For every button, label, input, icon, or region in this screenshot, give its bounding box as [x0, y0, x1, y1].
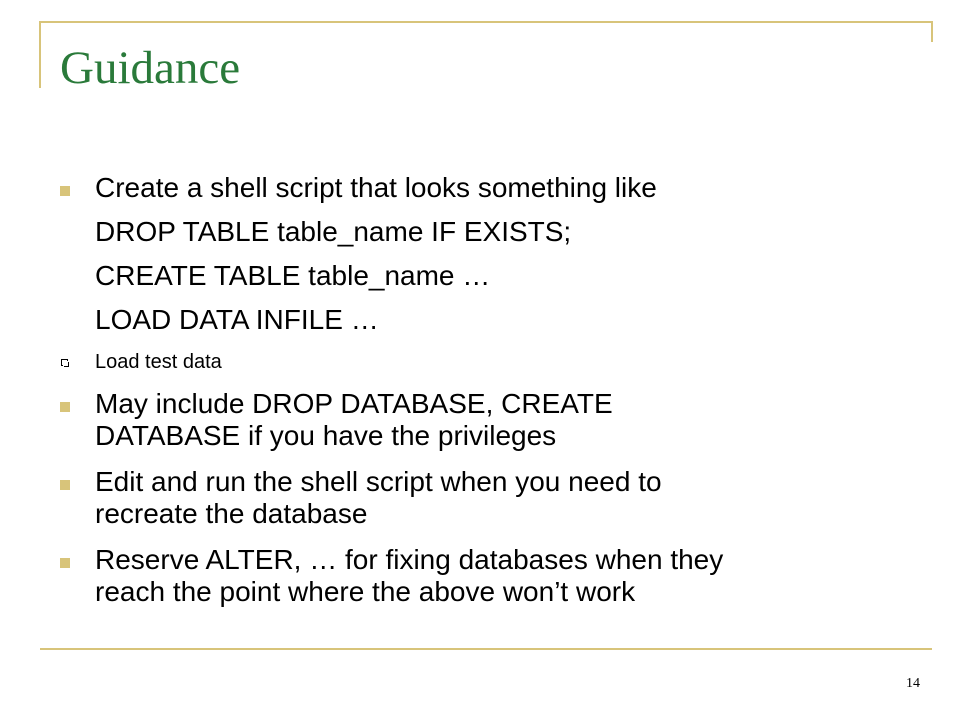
bullet-text-line: DATABASE if you have the privileges [95, 420, 557, 451]
frame-top-line [40, 21, 932, 23]
bullet-text-line: Create a shell script that looks something like [95, 172, 657, 203]
bullet-text-line: DROP TABLE table_name IF EXISTS; [95, 216, 572, 247]
bullet-item-drop-database [60, 388, 920, 452]
bullet-item-edit-run [60, 466, 920, 530]
bullet-item-shell-script [60, 172, 920, 336]
square-bullet-icon [60, 402, 70, 412]
bullet-text-line: LOAD DATA INFILE … [95, 304, 379, 335]
frame-bottom-line [40, 648, 932, 650]
square-bullet-icon [60, 186, 70, 196]
bullet-text-line: Reserve ALTER, … for fixing databases when they [95, 544, 724, 575]
sub-bullet-text: Load test data [95, 351, 222, 373]
frame-left-line [39, 21, 41, 88]
slide-content [60, 172, 920, 608]
bullet-item-reserve-alter [60, 544, 920, 608]
square-bullet-icon [60, 480, 70, 490]
square-bullet-icon [60, 558, 70, 568]
frame-right-line [931, 21, 933, 42]
slide-title: Guidance [60, 42, 241, 94]
bullet-text-line: reach the point where the above won’t work [95, 576, 636, 607]
sub-bullet-item [60, 350, 920, 374]
hollow-square-bullet-icon [61, 359, 68, 366]
bullet-text-line: recreate the database [95, 498, 368, 529]
bullet-text-line: Edit and run the shell script when you need to [95, 466, 662, 497]
page-number: 14 [906, 676, 920, 691]
bullet-text-line: CREATE TABLE table_name … [95, 260, 491, 291]
bullet-text-line: May include DROP DATABASE, CREATE [95, 388, 613, 419]
